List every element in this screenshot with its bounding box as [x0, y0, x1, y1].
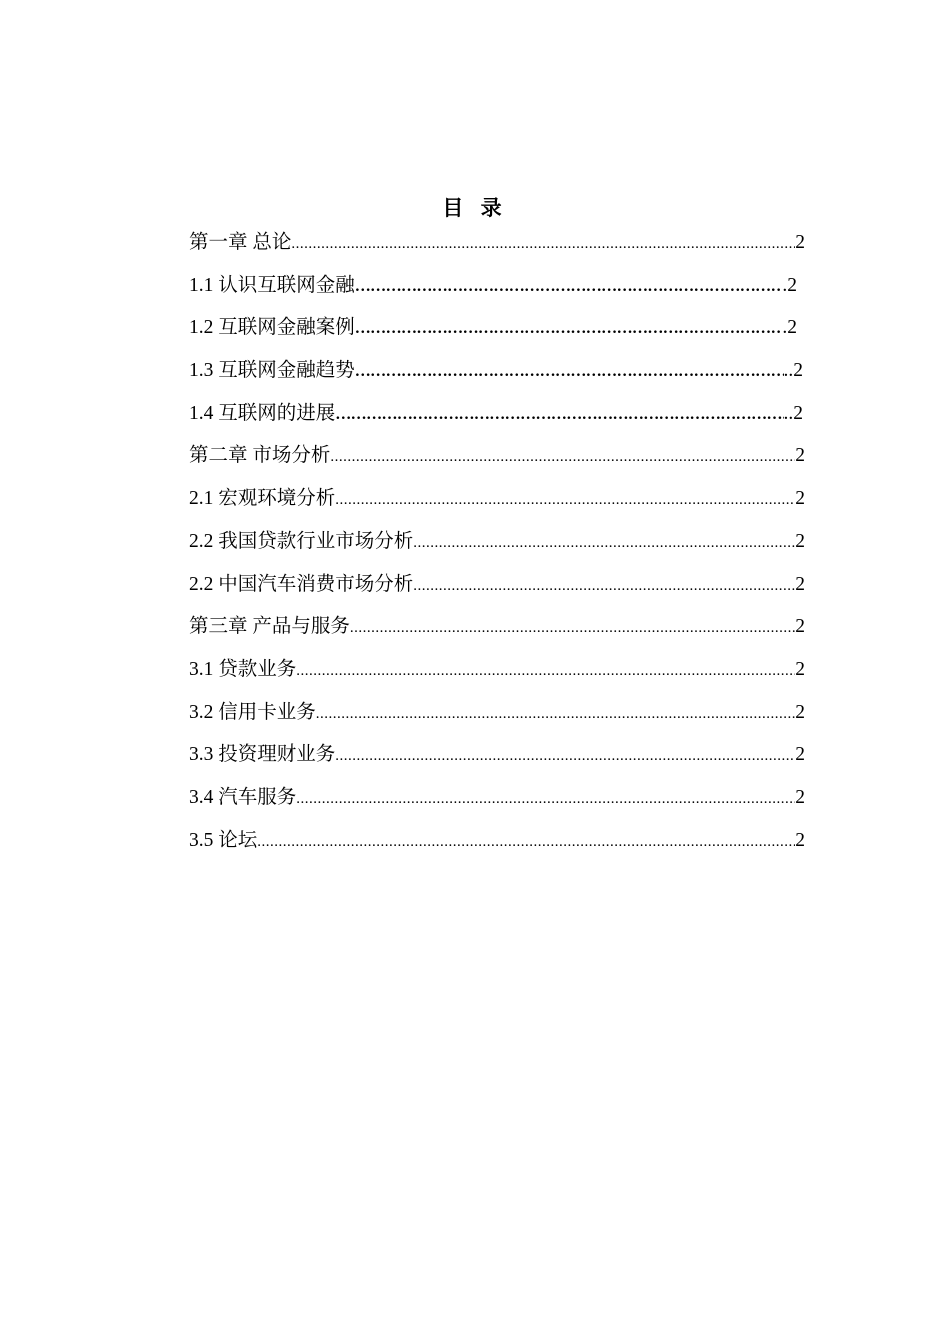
- toc-entry-page-number: 2: [795, 530, 805, 552]
- toc-entry-label: 3.4 汽车服务: [189, 786, 297, 808]
- dot-leader: [316, 698, 795, 729]
- toc-entry-page-number: .2: [782, 274, 797, 296]
- toc-entry[interactable]: [189, 740, 829, 783]
- dot-leader: [335, 399, 783, 430]
- toc-entry-page-number: 2: [795, 744, 805, 766]
- dot-leader: [335, 484, 795, 515]
- toc-entry-label: 3.1 贷款业务: [189, 658, 297, 680]
- dot-leader: [291, 228, 795, 259]
- toc-entry-label: 1.3 互联网金融趋势: [189, 360, 355, 382]
- toc-list: [189, 228, 829, 868]
- toc-entry-label: 1.1 认识互联网金融: [189, 274, 355, 296]
- toc-entry-page-number: 2: [795, 616, 805, 638]
- toc-entry-label: 2.2 中国汽车消费市场分析: [189, 573, 414, 595]
- dot-leader: [350, 612, 795, 643]
- dot-leader: [355, 356, 784, 387]
- toc-entry[interactable]: [189, 570, 829, 613]
- toc-entry-page-number: 2: [795, 232, 805, 253]
- toc-entry[interactable]: [189, 783, 829, 826]
- toc-entry[interactable]: [189, 441, 829, 484]
- toc-entry-label: 第三章 产品与服务: [189, 616, 350, 638]
- dot-leader: [355, 271, 783, 302]
- toc-entry-label: 2.2 我国贷款行业市场分析: [189, 530, 414, 552]
- toc-entry[interactable]: [189, 399, 829, 442]
- toc-entry[interactable]: [189, 826, 829, 869]
- toc-entry[interactable]: [189, 228, 829, 271]
- toc-entry[interactable]: [189, 313, 829, 356]
- toc-entry-label: 第二章 市场分析: [189, 445, 331, 467]
- toc-entry[interactable]: [189, 527, 829, 570]
- toc-entry[interactable]: [189, 271, 829, 314]
- toc-entry-page-number: 2: [795, 658, 805, 680]
- toc-entry[interactable]: [189, 655, 829, 698]
- toc-entry[interactable]: [189, 612, 829, 655]
- toc-title: 目 录: [442, 196, 508, 220]
- dot-leader: [296, 783, 795, 814]
- toc-entry-page-number: 2: [795, 488, 805, 510]
- dot-leader: [330, 441, 795, 472]
- toc-entry-page-number: 2: [795, 701, 805, 723]
- dot-leader: [413, 570, 795, 601]
- toc-entry-label: 3.2 信用卡业务: [189, 701, 316, 723]
- toc-entry-page-number: .2: [782, 317, 797, 339]
- toc-entry-page-number: ..2: [783, 402, 803, 424]
- toc-entry-page-number: 2: [795, 573, 805, 595]
- toc-entry-page-number: 2: [795, 786, 805, 808]
- toc-entry-page-number: 2: [795, 829, 805, 851]
- dot-leader: [335, 740, 795, 771]
- dot-leader: [257, 826, 795, 857]
- toc-entry-label: 3.5 论坛: [189, 829, 258, 851]
- dot-leader: [296, 655, 795, 686]
- toc-entry-label: 第一章 总论: [189, 232, 292, 253]
- toc-entry-page-number: 2: [795, 445, 805, 467]
- toc-entry-page-number: ..2: [783, 360, 803, 382]
- toc-entry[interactable]: [189, 356, 829, 399]
- dot-leader: [355, 313, 783, 344]
- toc-entry-label: 1.4 互联网的进展: [189, 402, 336, 424]
- toc-entry[interactable]: [189, 698, 829, 741]
- toc-entry-label: 1.2 互联网金融案例: [189, 317, 355, 339]
- toc-entry-label: 3.3 投资理财业务: [189, 744, 336, 766]
- toc-entry-label: 2.1 宏观环境分析: [189, 488, 336, 510]
- toc-entry[interactable]: [189, 484, 829, 527]
- dot-leader: [413, 527, 795, 558]
